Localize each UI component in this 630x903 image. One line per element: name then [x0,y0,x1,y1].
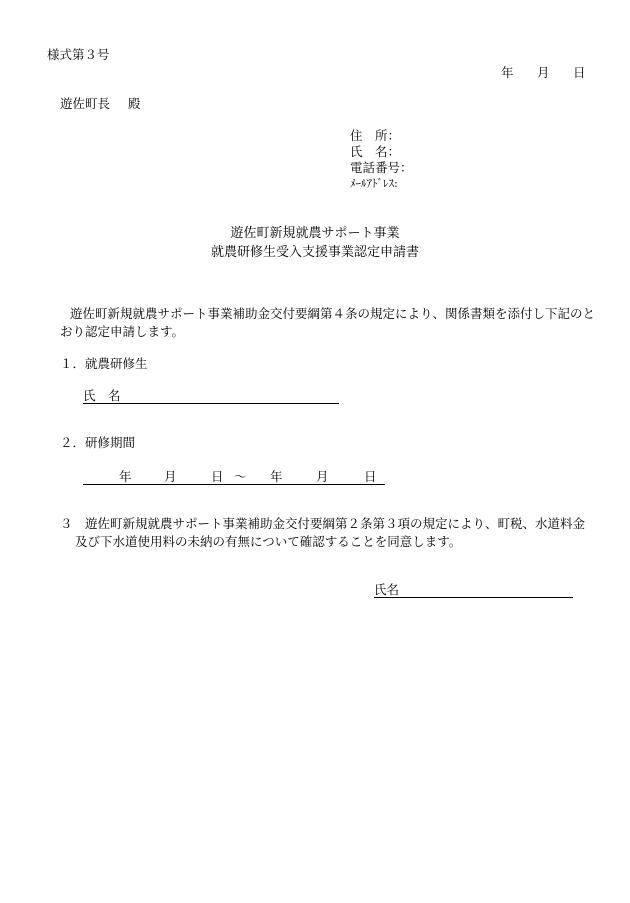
section2-heading: ２．研修期間 [60,435,136,450]
period-end-day-label: 日 [364,469,377,484]
period-start-month-label: 月 [164,469,177,484]
training-period-line [83,484,385,485]
document-title-line2: 就農研修生受入支援事業認定申請書 [210,245,419,260]
trainee-name-line [83,403,339,404]
period-end-month-label: 月 [316,469,329,484]
body-text-line2: おり認定申請します。 [60,324,185,339]
consent-name-label: 氏名 [374,582,400,597]
section3-line1: ３ 遊佐町新規就農サポート事業補助金交付要綱第２条第３項の規定により、町税、水道料金 [60,516,586,531]
phone-field-label: 電話番号： [350,160,413,175]
form-number: 様式第３号 [47,47,110,62]
consent-name-line [374,597,573,598]
section1-heading: １．就農研修生 [60,356,148,371]
date-year-label: 年 [501,65,514,80]
date-month-label: 月 [537,65,550,80]
period-tilde: ～ [234,469,247,484]
body-text-line1: 遊佐町新規就農サポート事業補助金交付要綱第４条の規定により、関係書類を添付し下記のと [70,306,596,321]
period-start-day-label: 日 [211,469,224,484]
section3-line2: 及び下水道使用料の未納の有無について確認することを同意します。 [75,534,462,549]
name-field-label: 氏 名： [350,144,401,159]
date-day-label: 日 [573,65,586,80]
addressee-title: 遊佐町長 [60,96,111,111]
document-title-line1: 遊佐町新規就農サポート事業 [230,226,400,241]
email-field-label: ﾒｰﾙｱﾄﾞﾚｽ: [350,177,398,190]
period-start-year-label: 年 [119,469,132,484]
trainee-name-label: 氏 名 [83,388,121,403]
address-field-label: 住 所： [350,128,401,143]
period-end-year-label: 年 [270,469,283,484]
addressee-honorific: 殿 [128,96,141,111]
